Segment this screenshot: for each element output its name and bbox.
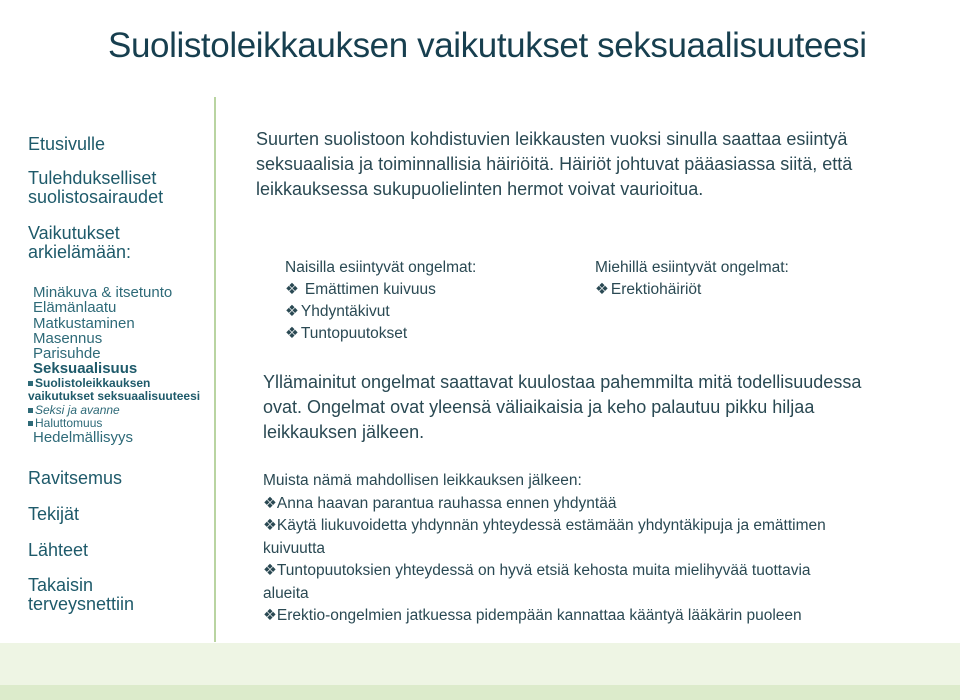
nav-sub-surgery-effects[interactable]: Suolistoleikkauksen vaikutukset seksuaalisuuteesi (28, 376, 201, 403)
list-item: ❖ Anna haavan parantua rauhassa ennen yhdyntää (263, 493, 853, 516)
nav-sub-quality[interactable]: Elämänlaatu (33, 299, 117, 316)
square-bullet-icon (28, 381, 33, 386)
nav-nutrition-link[interactable]: Ravitsemus (28, 468, 123, 488)
list-item: ❖ Emättimen kuivuus (285, 279, 476, 301)
nav-sub-libido[interactable]: Haluttomuus (28, 417, 102, 430)
nav-back-link[interactable]: Takaisin terveysnettiin (28, 575, 135, 614)
list-item: ❖ Yhdyntäkivut (285, 301, 476, 323)
square-bullet-icon (28, 421, 33, 426)
footer-band-light (0, 643, 960, 685)
list-item: ❖ Tuntopuutoksien yhteydessä on hyvä etsiä kehosta muita mielihyvää tuottavia alueita (263, 560, 853, 605)
list-item: ❖ Erektio-ongelmien jatkuessa pidempään kannattaa kääntyä lääkärin puoleen (263, 605, 853, 628)
nav-sub-sex-stoma[interactable]: Seksi ja avanne (28, 404, 120, 417)
nav-authors-link[interactable]: Tekijät (28, 504, 80, 524)
middle-paragraph: Yllämainitut ongelmat saattavat kuulostaa pahemmilta mitä todellisuudessa ovat. Ongelmat ovat yleensä väliaikaisia ja keho palautuu pikku hiljaa leikkauksen jälkeen. (263, 372, 862, 442)
list-item: ❖ Käytä liukuvoidetta yhdynnän yhteydessä estämään yhdyntäkipuja ja emättimen kuivuutta (263, 515, 853, 560)
nav-sources-link[interactable]: Lähteet (28, 540, 89, 560)
list-item: ❖ Erektiohäiriöt (595, 279, 789, 301)
women-heading: Naisilla esiintyvät ongelmat: (285, 259, 477, 276)
nav-sub-self-image[interactable]: Minäkuva & itsetunto (33, 284, 173, 301)
nav-sub-travel[interactable]: Matkustaminen (33, 315, 135, 332)
square-bullet-icon (28, 408, 33, 413)
nav-effects-link[interactable]: Vaikutukset arkielämään: (28, 223, 132, 262)
list-item: ❖ Tuntopuutokset (285, 323, 476, 345)
nav-ibd-link[interactable]: Tulehdukselliset suolistosairaudet (28, 168, 164, 207)
intro-paragraph: Suurten suolistoon kohdistuvien leikkausten vuoksi sinulla saattaa esiintyä seksuaalisia ja toiminnallisia häiriöitä. Häiriöt johtuvat pääasiassa siitä, että leikkauksessa sukupuolielinten hermot voivat vaurioitua. (256, 129, 853, 199)
men-heading: Miehillä esiintyvät ongelmat: (595, 259, 789, 276)
women-problems (285, 257, 476, 345)
page-title: Suolistoleikkauksen vaikutukset seksuaalisuuteesi (108, 26, 867, 65)
nav-sub-fertility[interactable]: Hedelmällisyys (33, 429, 134, 446)
nav-home-link[interactable]: Etusivulle (28, 134, 106, 154)
tips-list (263, 470, 853, 628)
footer-band-dark (0, 685, 960, 700)
tips-heading: Muista nämä mahdollisen leikkauksen jälkeen: (263, 472, 582, 489)
nav-sub-sexuality[interactable]: Seksuaalisuus (33, 360, 138, 377)
nav-sub-depression[interactable]: Masennus (33, 330, 103, 347)
nav-sub-relationship[interactable]: Parisuhde (33, 345, 101, 362)
men-problems (595, 257, 789, 301)
